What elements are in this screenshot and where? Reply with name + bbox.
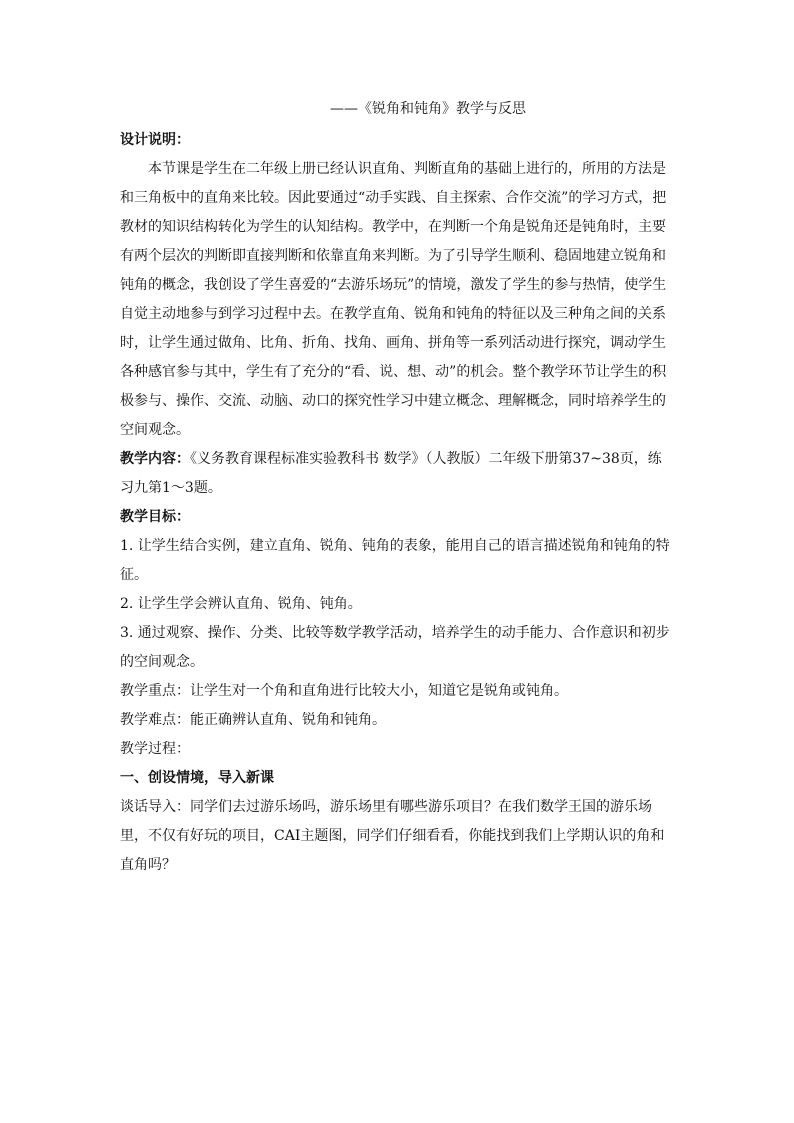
- section-1-heading: 一、创设情境，导入新课: [120, 770, 274, 786]
- goals-heading: 教学目标：: [120, 509, 190, 525]
- document-body: [120, 126, 675, 880]
- section-1-text: 谈话导入：同学们去过游乐场吗，游乐场里有哪些游乐项目？在我们数学王国的游乐场里，不仅有好玩的项目，CAI主题图，同学们仔细看看，你能找到我们上学期认识的角和直角吗？: [120, 799, 665, 873]
- difficulty-point: 教学难点：能正确辨认直角、锐角和钝角。: [120, 712, 386, 728]
- key-point: 教学重点：让学生对一个角和直角进行比较大小，知道它是锐角或钝角。: [120, 683, 568, 699]
- content-line: [120, 445, 675, 503]
- goal-item-3: 3. 通过观察、操作、分类、比较等数学教学活动，培养学生的动手能力、合作意识和初步的空间观念。: [120, 625, 670, 670]
- content-heading: 教学内容：: [120, 451, 190, 467]
- goal-item-2: 2. 让学生学会辨认直角、锐角、钝角。: [120, 596, 362, 612]
- process-heading: 教学过程：: [120, 741, 190, 757]
- document-subtitle: ——《锐角和钝角》教学与反思: [330, 101, 526, 117]
- goal-item-1: 1. 让学生结合实例，建立直角、锐角、钝角的表象，能用自己的语言描述锐角和钝角的特征。: [120, 538, 670, 583]
- design-paragraph: 本节课是学生在二年级上册已经认识直角、判断直角的基础上进行的，所用的方法是和三角板中的直角来比较。因此要通过“动手实践、自主探索、合作交流”的学习方式，把教材的知识结构转化为学生的认知结构。教学中，在判断一个角是锐角还是钝角时，主要有两个层次的判断即直接判断和依靠直角来判断。为了引导学生顺利、稳固地建立锐角和钝角的概念，我创设了学生喜爱的“去游乐场玩”的情境，激发了学生的参与热情，使学生自觉主动地参与到学习过程中去。在教学直角、锐角和钝角的特征以及三种角之间的关系时，让学生通过做角、比角、折角、找角、画角、拼角等一系列活动进行探究，调动学生各种感官参与其中，学生有了充分的“看、说、想、动”的机会。整个教学环节让学生的积极参与、操作、交流、动脑、动口的探究性学习中建立概念、理解概念，同时培养学生的空间观念。: [120, 161, 667, 438]
- content-text: 《义务教育课程标准实验教科书 数学》（人教版）二年级下册第37~38页，练习九第1～3题。: [120, 451, 662, 496]
- design-heading: 设计说明：: [120, 132, 190, 148]
